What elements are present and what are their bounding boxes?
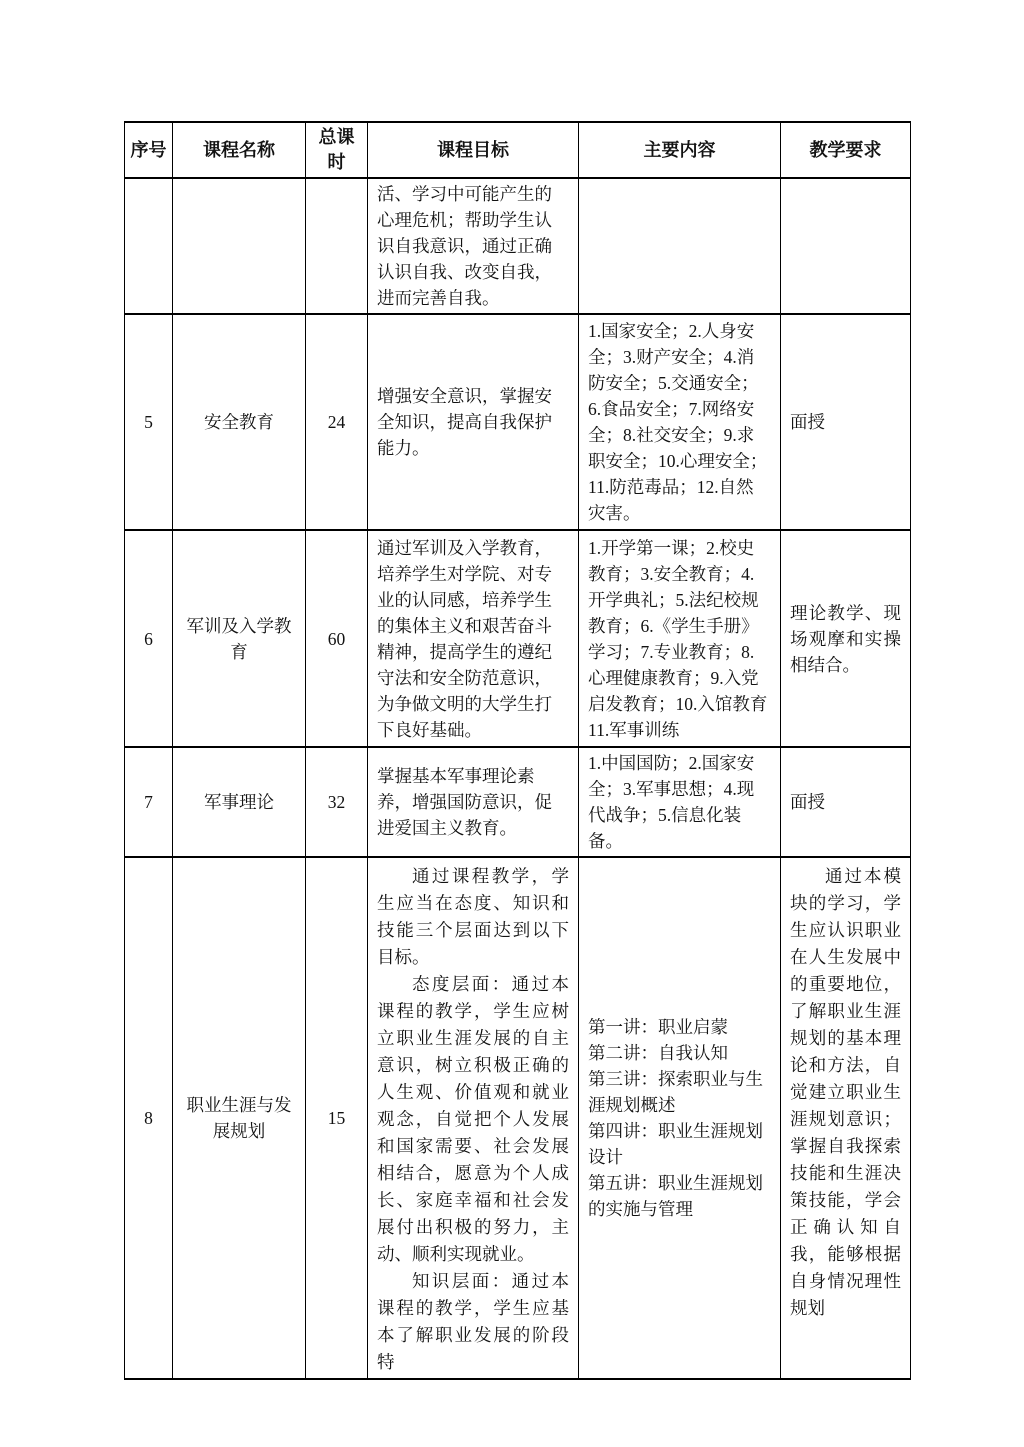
cell-total-hours: 24 — [306, 314, 368, 530]
cell-seq: 5 — [125, 314, 173, 530]
table-row-6 — [125, 530, 911, 747]
cell-seq — [125, 178, 173, 314]
cell-course-name: 军事理论 — [173, 747, 306, 857]
table-header-row — [125, 122, 911, 178]
course-plan-table — [124, 121, 911, 1380]
header-total-hours: 总课时 — [306, 122, 368, 178]
cell-seq: 8 — [125, 857, 173, 1379]
cell-total-hours: 32 — [306, 747, 368, 857]
header-course-name: 课程名称 — [173, 122, 306, 178]
cell-main-content: 第一讲：职业启蒙 第二讲：自我认知 第三讲：探索职业与生涯规划概述 第四讲：职业生涯规划设计 第五讲：职业生涯规划的实施与管理 — [579, 857, 781, 1379]
cell-course-name: 职业生涯与发展规划 — [173, 857, 306, 1379]
cell-main-content: 1.开学第一课；2.校史教育；3.安全教育；4.开学典礼；5.法纪校规教育；6.《学生手册》学习；7.专业教育；8.心理健康教育；9.入党启发教育；10.入馆教育 11.军事训练 — [579, 530, 781, 747]
cell-course-name: 安全教育 — [173, 314, 306, 530]
table-row-continued — [125, 178, 911, 314]
cell-seq: 7 — [125, 747, 173, 857]
cell-teaching-requirement: 通过本模块的学习，学生应认识职业在人生发展中的重要地位，了解职业生涯规划的基本理论和方法，自觉建立职业生涯规划意识；掌握自我探索技能和生涯决策技能，学会正确认知自我，能够根据自身情况理性规划 — [781, 857, 911, 1379]
cell-teaching-requirement: 面授 — [781, 747, 911, 857]
header-main-content: 主要内容 — [579, 122, 781, 178]
cell-course-objective: 掌握基本军事理论素养，增强国防意识，促进爱国主义教育。 — [368, 747, 579, 857]
cell-course-objective: 活、学习中可能产生的心理危机；帮助学生认识自我意识，通过正确认识自我、改变自我，进而完善自我。 — [368, 178, 579, 314]
table-row-5 — [125, 314, 911, 530]
cell-course-name: 军训及入学教育 — [173, 530, 306, 747]
cell-course-objective: 增强安全意识，掌握安全知识，提高自我保护能力。 — [368, 314, 579, 530]
header-course-objective: 课程目标 — [368, 122, 579, 178]
cell-course-objective: 通过军训及入学教育，培养学生对学院、对专业的认同感，培养学生的集体主义和艰苦奋斗精神，提高学生的遵纪守法和安全防范意识，为争做文明的大学生打下良好基础。 — [368, 530, 579, 747]
cell-total-hours: 60 — [306, 530, 368, 747]
cell-main-content: 1.中国国防；2.国家安全；3.军事思想；4.现代战争；5.信息化装备。 — [579, 747, 781, 857]
table-row-8 — [125, 857, 911, 1379]
cell-teaching-requirement: 面授 — [781, 314, 911, 530]
cell-teaching-requirement — [781, 178, 911, 314]
cell-course-objective: 通过课程教学，学生应当在态度、知识和技能三个层面达到以下目标。 态度层面：通过本课程的教学，学生应树立职业生涯发展的自主意识，树立积极正确的人生观、价值观和就业观念，自觉把个人发展和国家需要、社会发展相结合，愿意为个人成长、家庭幸福和社会发展付出积极的努力，主动、顺利实现就业。 知识层面：通过本课程的教学，学生应基本了解职业发展的阶段特 — [368, 857, 579, 1379]
cell-teaching-requirement: 理论教学、现场观摩和实操相结合。 — [781, 530, 911, 747]
header-seq: 序号 — [125, 122, 173, 178]
header-teaching-requirement: 教学要求 — [781, 122, 911, 178]
cell-course-name — [173, 178, 306, 314]
cell-total-hours: 15 — [306, 857, 368, 1379]
cell-seq: 6 — [125, 530, 173, 747]
cell-total-hours — [306, 178, 368, 314]
table-row-7 — [125, 747, 911, 857]
cell-main-content: 1.国家安全；2.人身安全；3.财产安全；4.消防安全；5.交通安全；6.食品安全；7.网络安全；8.社交安全；9.求职安全；10.心理安全；11.防范毒品；12.自然灾害。 — [579, 314, 781, 530]
cell-main-content — [579, 178, 781, 314]
